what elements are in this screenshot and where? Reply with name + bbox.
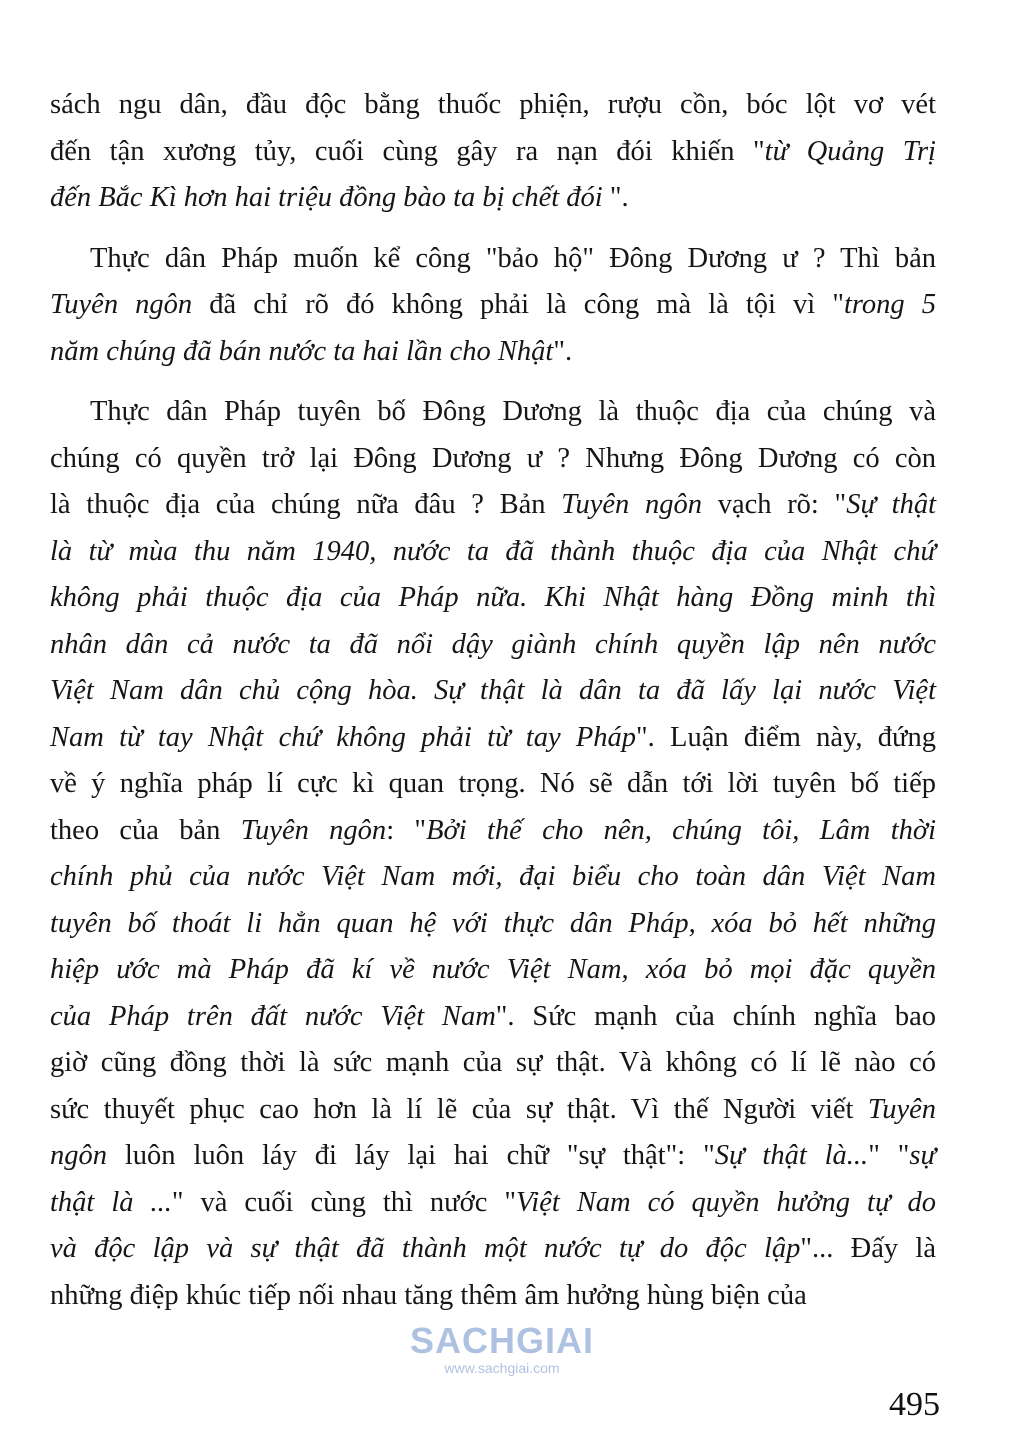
paragraph [50,82,936,222]
text-segment: " và cuối cùng thì nước " [171,1186,516,1218]
text-segment: ". [602,182,629,213]
text-line [50,622,936,669]
italic-text: và độc lập và sự thật đã thành một nước tự do độc lập [50,1233,801,1264]
text-segment: : " [386,814,427,846]
text-line [50,1133,936,1180]
text-line [50,129,936,176]
italic-text: không phải thuộc địa của Pháp nữa. Khi Nhật hàng Đồng minh thì [50,582,936,613]
text-line [50,947,936,994]
italic-text: thật là ... [50,1186,172,1218]
body-text [50,82,936,1333]
text-segment: về ý nghĩa pháp lí cực kì quan trọng. Nó sẽ dẫn tới lời tuyên bố tiếp [50,768,936,799]
text-segment: luôn luôn láy đi láy lại hai chữ "sự thật": " [107,1140,715,1171]
text-line [50,82,936,129]
text-segment: giờ cũng đồng thời là sức mạnh của sự thật. Và không có lí lẽ nào có [50,1047,936,1078]
text-line [50,529,936,576]
text-line [50,808,936,855]
text-line [50,901,936,948]
text-line [50,236,936,283]
page-number: 495 [889,1386,940,1423]
italic-text: ngôn [50,1140,107,1171]
text-segment: ". [553,335,573,367]
text-line [50,1087,936,1134]
text-line [50,1273,936,1320]
italic-text: Sự thật [846,489,937,520]
text-line [50,1226,936,1273]
text-segment: đến tận xương tủy, cuối cùng gây ra nạn đói khiến " [50,135,765,167]
watermark-url: www.sachgiai.com [444,1360,560,1376]
text-segment: "... Đấy là [800,1233,936,1264]
text-line [50,389,936,436]
italic-text: Việt Nam có quyền hưởng tự do [515,1186,936,1218]
text-line [50,761,936,808]
italic-text: đến Bắc Kì hơn hai triệu đồng bào ta bị chết đói [50,182,603,213]
text-segment: sức thuyết phục cao hơn là lí lẽ của sự thật. Vì thế Người viết [50,1093,868,1125]
text-segment: những điệp khúc tiếp nối nhau tăng thêm âm hưởng hùng biện của [50,1279,807,1311]
text-segment: là thuộc địa của chúng nữa đâu ? Bản [50,489,562,520]
text-line [50,715,936,762]
text-line [50,994,936,1041]
text-segment: sách ngu dân, đầu độc bằng thuốc phiện, rượu cồn, bóc lột vơ vét [50,89,936,120]
italic-text: năm chúng đã bán nước ta hai lần cho Nhật [50,335,554,367]
text-segment: vạch rõ: " [702,489,847,520]
italic-text: Tuyên ngôn [561,489,702,520]
italic-text: sự [909,1140,936,1171]
italic-text: hiệp ước mà Pháp đã kí về nước Việt Nam, xóa bỏ mọi đặc quyền [50,954,936,985]
text-segment: chúng có quyền trở lại Đông Dương ư ? Nhưng Đông Dương có còn [50,442,936,474]
text-line [50,1180,936,1227]
italic-text: trong 5 [843,289,937,320]
text-segment: theo của bản [50,814,241,846]
italic-text: tuyên bố thoát li hẳn quan hệ với thực dân Pháp, xóa bỏ hết những [50,907,936,939]
italic-text: của Pháp trên đất nước Việt Nam [50,1000,496,1032]
italic-text: Bởi thế cho nên, chúng tôi, Lâm thời [426,814,937,846]
paragraph [50,236,936,376]
watermark-logo-text: SACHGIAI [410,1320,595,1361]
text-line [50,854,936,901]
italic-text: từ Quảng Trị [764,135,936,167]
text-segment: " " [868,1140,910,1171]
italic-text: Tuyên ngôn [50,289,193,320]
text-line [50,575,936,622]
text-line [50,668,936,715]
text-segment: ". Luận điểm này, đứng [636,721,936,753]
italic-text: nhân dân cả nước ta đã nổi dậy giành chính quyền lập nên nước [50,628,936,660]
text-line [50,282,936,329]
text-line [50,329,936,376]
italic-text: chính phủ của nước Việt Nam mới, đại biểu cho toàn dân Việt Nam [50,861,936,892]
italic-text: Tuyên [867,1093,936,1125]
text-segment: Thực dân Pháp muốn kể công "bảo hộ" Đông Dương ư ? Thì bản [90,242,936,274]
text-segment: Thực dân Pháp tuyên bố Đông Dương là thuộc địa của chúng và [90,396,936,427]
italic-text: Tuyên ngôn [240,814,387,846]
text-line [50,436,936,483]
italic-text: Nam từ tay Nhật chứ không phải từ tay Pháp [50,721,637,753]
text-line [50,1040,936,1087]
text-segment: đã chỉ rõ đó không phải là công mà là tội vì " [192,289,844,320]
text-line [50,482,936,529]
text-line [50,175,936,222]
italic-text: Việt Nam dân chủ cộng hòa. Sự thật là dân ta đã lấy lại nước Việt [50,675,936,706]
italic-text: Sự thật là... [714,1140,869,1171]
italic-text: là từ mùa thu năm 1940, nước ta đã thành thuộc địa của Nhật chứ [50,535,936,567]
text-segment: ". Sức mạnh của chính nghĩa bao [495,1000,936,1032]
paragraph [50,389,936,1319]
